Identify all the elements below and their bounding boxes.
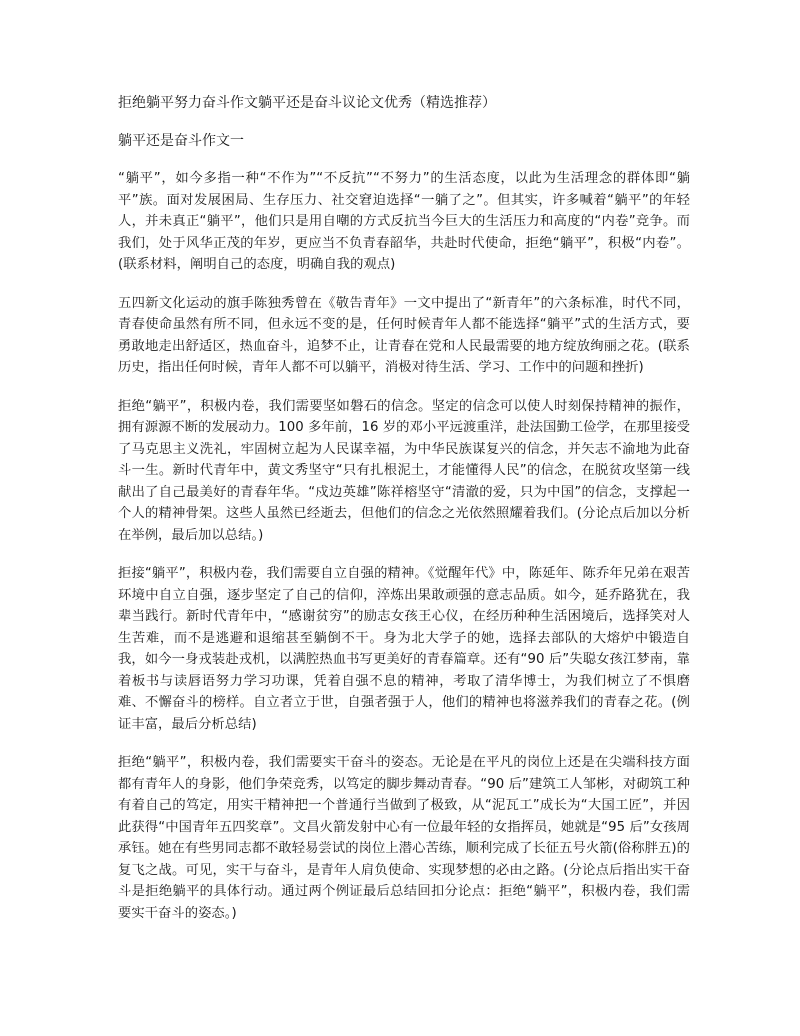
document-title: 拒绝躺平努力奋斗作文躺平还是奋斗议论文优秀（精选推荐） <box>118 95 496 111</box>
paragraph-1: “躺平”，如今多指一种“不作为”“不反抗”“不努力”的生活态度，以此为生活理念的群体即“躺平”族。面对发展困局、生存压力、社交窘迫选择“一躺了之”。但其实，许多喊着“躺平”的年轻人，并未真正“躺平”，他们只是用自嘲的方式反抗当今巨大的生活压力和高度的“内卷”竞争。而我们，处于风华正茂的年岁，更应当不负青春韶华，共赴时代使命，拒绝“躺平”，积极“内卷”。(联系材料，阐明自己的态度，明确自我的观点) <box>118 171 690 272</box>
paragraph-3: 拒绝“躺平”，积极内卷，我们需要坚如磐石的信念。坚定的信念可以使人时刻保持精神的振作，拥有源源不断的发展动力。100 多年前，16 岁的邓小平远渡重洋，赴法国勤工俭学，在那里接受了马克思主义洗礼，牢固树立起为人民谋幸福，为中华民族谋复兴的信念，并矢志不渝地为此奋斗一生。新时代青年中，黄文秀坚守“只有扎根泥土，才能懂得人民”的信念，在脱贫攻坚第一线献出了自己最美好的青春年华。“戍边英雄”陈祥榕坚守“清澈的爱，只为中国”的信念，支撑起一个人的精神骨架。这些人虽然已经逝去，但他们的信念之光依然照耀着我们。(分论点后加以分析在举例，最后加以总结。) <box>118 398 690 543</box>
section-title: 躺平还是奋斗作文一 <box>118 133 244 149</box>
paragraph-5: 拒绝“躺平”，积极内卷，我们需要实干奋斗的姿态。无论是在平凡的岗位上还是在尖端科技方面都有青年人的身影，他们争荣竞秀，以笃定的脚步舞动青春。“90 后”建筑工人邹彬，对砌筑工种有着自己的笃定，用实干精神把一个普通行当做到了极致，从“泥瓦工”成长为“大国工匠”，并因此获得“中国青年五四奖章”。文昌火箭发射中心有一位最年轻的女指挥员，她就是“95 后”女孩周承钰。她在有些男同志都不敢轻易尝试的岗位上潜心苦练，顺利完成了长征五号火箭(俗称胖五)的复飞之战。可见，实干与奋斗，是青年人肩负使命、实现梦想的必由之路。(分论点后指出实干奋斗是拒绝躺平的具体行动。通过两个例证最后总结回扣分论点：拒绝“躺平”，积极内卷，我们需要实干奋斗的姿态。) <box>118 755 690 921</box>
document-page <box>118 92 690 941</box>
paragraph-4: 拒接“躺平”，积极内卷，我们需要自立自强的精神。《觉醒年代》中，陈延年、陈乔年兄弟在艰苦环境中自立自强，逐步坚定了自己的信仰，淬炼出果敢顽强的意志品质。如今，延乔路犹在，我辈当践行。新时代青年中，“感谢贫穷”的励志女孩王心仪，在经历种种生活困境后，选择笑对人生苦难，而不是逃避和退缩甚至躺倒不干。身为北大学子的她，选择去部队的大熔炉中锻造自我，如今一身戎装赴戎机，以满腔热血书写更美好的青春篇章。还有“90 后”失聪女孩江梦南，靠着板书与读唇语努力学习功课，凭着自强不息的精神，考取了清华博士，为我们树立了不惧磨难、不懈奋斗的榜样。自立者立于世，自强者强于人，他们的精神也将滋养我们的青春之花。(例证丰富，最后分析总结) <box>118 566 690 732</box>
paragraph-2: 五四新文化运动的旗手陈独秀曾在《敬告青年》一文中提出了“新青年”的六条标准，时代不同，青春使命虽然有所不同，但永远不变的是，任何时候青年人都不能选择“躺平”式的生活方式，要勇敢地走出舒适区，热血奋斗，追梦不止，让青春在党和人民最需要的地方绽放绚丽之花。(联系历史，指出任何时候，青年人都不可以躺平，消极对待生活、学习、工作中的问题和挫折) <box>118 295 690 375</box>
